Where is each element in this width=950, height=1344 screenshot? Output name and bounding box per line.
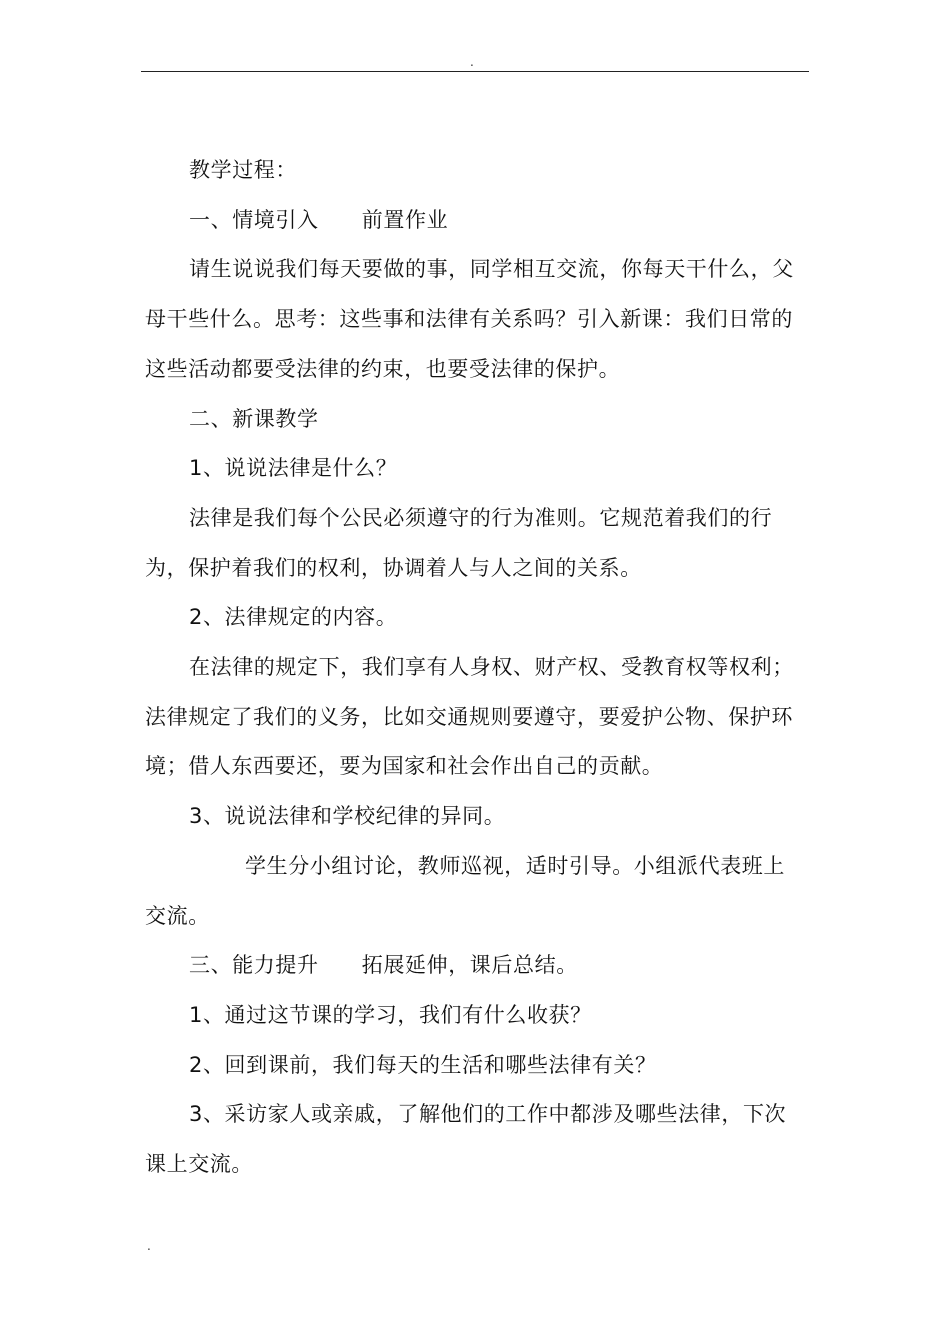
section-heading-2: 二、新课教学: [189, 406, 319, 431]
section-heading-1: 一、情境引入 前置作业: [189, 207, 449, 232]
subheading-law-vs-discipline: 3、说说法律和学校纪律的异同。: [189, 804, 506, 829]
question-2: 2、回到课前，我们每天的生活和哪些法律有关？: [189, 1052, 657, 1077]
footer-mark: .: [147, 1239, 151, 1253]
section-heading-3: 三、能力提升 拓展延伸，课后总结。: [189, 953, 578, 978]
subheading-law-content: 2、法律规定的内容。: [189, 605, 398, 630]
paragraph-law-content: 在法律的规定下，我们享有人身权、财产权、受教育权等权利；法律规定了我们的义务，比如交通规则要遵守，要爱护公物、保护环境；借人东西要还，要为国家和社会作出自己的贡献。: [145, 655, 794, 779]
header-mark: .: [470, 55, 474, 69]
question-3: 3、采访家人或亲戚，了解他们的工作中都涉及哪些法律，下次课上交流。: [145, 1102, 787, 1177]
paragraph-intro: 请生说说我们每天要做的事，同学相互交流，你每天干什么，父母干些什么。思考：这些事和法律有关系吗？引入新课：我们日常的这些活动都要受法律的约束，也要受法律的保护。: [145, 257, 794, 381]
document-body: [145, 146, 795, 1190]
paragraph-law-definition: 法律是我们每个公民必须遵守的行为准则。它规范着我们的行为，保护着我们的权利，协调着人与人之间的关系。: [145, 505, 773, 580]
subheading-what-is-law: 1、说说法律是什么？: [189, 456, 398, 481]
section-title-teaching-process: 教学过程：: [189, 158, 297, 182]
paragraph-group-discussion: 学生分小组讨论，教师巡视，适时引导。小组派代表班上交流。: [145, 853, 785, 928]
question-1: 1、通过这节课的学习，我们有什么收获？: [189, 1002, 592, 1027]
header-rule: [141, 71, 809, 72]
